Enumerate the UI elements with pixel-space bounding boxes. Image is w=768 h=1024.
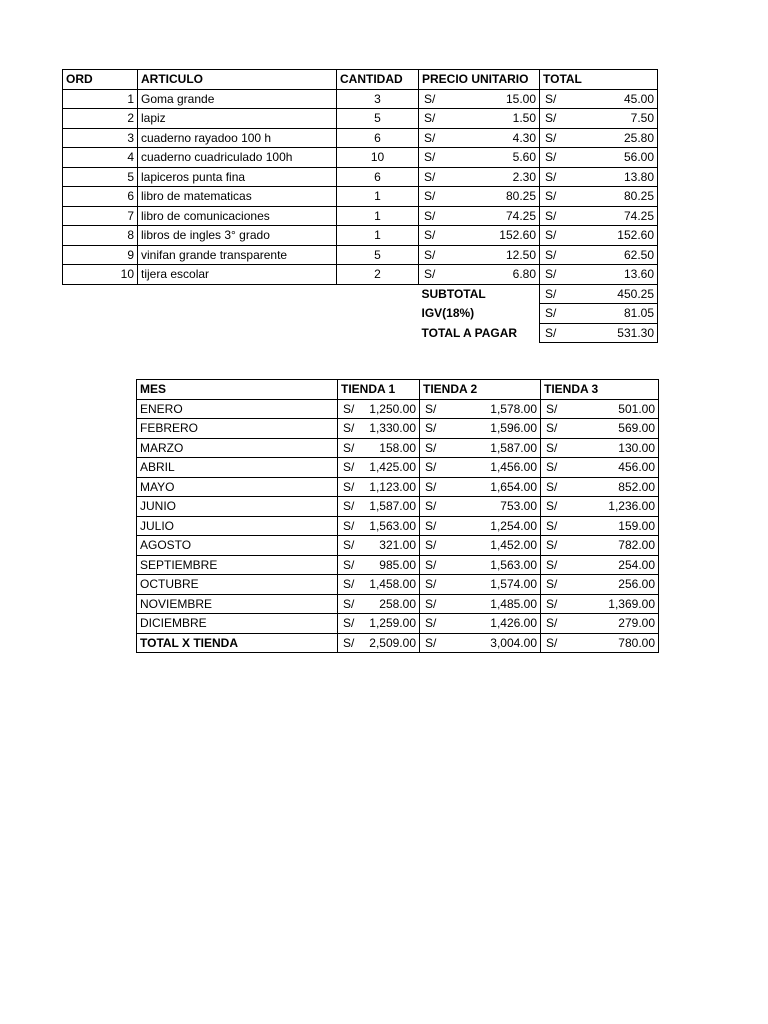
month-name: NOVIEMBRE xyxy=(137,594,338,614)
header-precio-unitario: PRECIO UNITARIO xyxy=(419,70,540,90)
currency-symbol: S/ xyxy=(545,91,557,106)
summary-label: SUBTOTAL xyxy=(421,287,486,301)
amount: 1,587.00 xyxy=(490,440,537,455)
order-articulo: lapiceros punta fina xyxy=(138,167,337,187)
amount: 1,578.00 xyxy=(490,401,537,416)
currency-symbol: S/ xyxy=(546,479,558,494)
tienda-1-value xyxy=(338,419,420,439)
currency-symbol: S/ xyxy=(546,460,558,475)
month-name: OCTUBRE xyxy=(137,575,338,595)
order-ord: 10 xyxy=(63,265,138,285)
tienda-3-value xyxy=(541,575,659,595)
month-row xyxy=(137,555,659,575)
order-precio xyxy=(419,109,540,129)
currency-symbol: S/ xyxy=(545,267,557,282)
order-total xyxy=(540,265,658,285)
amount: 56.00 xyxy=(623,150,654,165)
amount: 1,458.00 xyxy=(369,577,416,592)
amount: 1,330.00 xyxy=(369,421,416,436)
currency-symbol: S/ xyxy=(545,306,557,321)
currency-symbol: S/ xyxy=(425,557,437,572)
tienda-2-value xyxy=(420,614,541,634)
amount: 45.00 xyxy=(623,91,654,106)
spacer xyxy=(138,323,337,343)
amount: 1,654.00 xyxy=(490,479,537,494)
summary-row xyxy=(63,323,658,343)
month-name: JUNIO xyxy=(137,497,338,517)
month-row xyxy=(137,516,659,536)
order-cantidad: 5 xyxy=(337,109,419,129)
currency-symbol: S/ xyxy=(545,228,557,243)
currency-symbol: S/ xyxy=(546,401,558,416)
amount: 158.00 xyxy=(379,440,416,455)
order-ord: 8 xyxy=(63,226,138,246)
tienda-3-value xyxy=(541,458,659,478)
currency-symbol: S/ xyxy=(545,189,557,204)
tienda-2-value xyxy=(420,633,541,653)
month-name: DICIEMBRE xyxy=(137,614,338,634)
currency-symbol: S/ xyxy=(424,247,436,262)
order-total xyxy=(540,226,658,246)
currency-symbol: S/ xyxy=(546,577,558,592)
currency-symbol: S/ xyxy=(343,401,355,416)
tienda-2-value xyxy=(420,536,541,556)
summary-value xyxy=(540,304,658,324)
header-cantidad: CANTIDAD xyxy=(337,70,419,90)
month-row xyxy=(137,399,659,419)
currency-symbol: S/ xyxy=(425,479,437,494)
order-ord: 3 xyxy=(63,128,138,148)
currency-symbol: S/ xyxy=(424,228,436,243)
amount: 450.25 xyxy=(617,286,654,301)
amount: 3,004.00 xyxy=(490,635,537,650)
order-cantidad: 3 xyxy=(337,89,419,109)
tienda-1-value xyxy=(338,497,420,517)
currency-symbol: S/ xyxy=(343,421,355,436)
currency-symbol: S/ xyxy=(425,577,437,592)
summary-row xyxy=(63,304,658,324)
order-ord: 2 xyxy=(63,109,138,129)
tienda-3-value xyxy=(541,516,659,536)
tienda-1-value xyxy=(338,477,420,497)
currency-symbol: S/ xyxy=(424,150,436,165)
amount: 80.25 xyxy=(623,189,654,204)
amount: 159.00 xyxy=(618,518,655,533)
amount: 279.00 xyxy=(618,616,655,631)
tienda-1-value xyxy=(338,575,420,595)
amount: 2,509.00 xyxy=(369,635,416,650)
order-articulo: libro de comunicaciones xyxy=(138,206,337,226)
currency-symbol: S/ xyxy=(546,635,558,650)
currency-symbol: S/ xyxy=(545,325,557,340)
amount: 1,587.00 xyxy=(369,499,416,514)
spacer xyxy=(63,284,138,304)
amount: 5.60 xyxy=(512,150,536,165)
summary-label: TOTAL A PAGAR xyxy=(421,325,518,340)
currency-symbol: S/ xyxy=(343,616,355,631)
order-cantidad: 2 xyxy=(337,265,419,285)
tienda-2-value xyxy=(420,575,541,595)
order-ord: 4 xyxy=(63,148,138,168)
summary-row xyxy=(63,284,658,304)
currency-symbol: S/ xyxy=(545,130,557,145)
currency-symbol: S/ xyxy=(424,169,436,184)
currency-symbol: S/ xyxy=(343,538,355,553)
month-row xyxy=(137,594,659,614)
order-ord: 9 xyxy=(63,245,138,265)
amount: 15.00 xyxy=(505,91,536,106)
amount: 74.25 xyxy=(623,208,654,223)
month-name: MARZO xyxy=(137,438,338,458)
currency-symbol: S/ xyxy=(425,596,437,611)
month-row xyxy=(137,477,659,497)
month-row xyxy=(137,614,659,634)
header-ord: ORD xyxy=(63,70,138,90)
order-row xyxy=(63,167,658,187)
total-label: TOTAL X TIENDA xyxy=(137,633,338,653)
currency-symbol: S/ xyxy=(425,421,437,436)
amount: 1,254.00 xyxy=(490,518,537,533)
order-articulo: tijera escolar xyxy=(138,265,337,285)
currency-symbol: S/ xyxy=(545,150,557,165)
amount: 130.00 xyxy=(618,440,655,455)
tienda-1-value xyxy=(338,536,420,556)
order-row xyxy=(63,226,658,246)
order-precio xyxy=(419,265,540,285)
order-cantidad: 10 xyxy=(337,148,419,168)
amount: 1,574.00 xyxy=(490,577,537,592)
amount: 1,485.00 xyxy=(490,596,537,611)
amount: 1,452.00 xyxy=(490,538,537,553)
order-total xyxy=(540,128,658,148)
order-articulo: libros de ingles 3° grado xyxy=(138,226,337,246)
amount: 501.00 xyxy=(618,401,655,416)
amount: 1,563.00 xyxy=(490,557,537,572)
order-ord: 6 xyxy=(63,187,138,207)
order-cantidad: 1 xyxy=(337,206,419,226)
order-precio xyxy=(419,89,540,109)
order-row xyxy=(63,128,658,148)
month-name: SEPTIEMBRE xyxy=(137,555,338,575)
header-tienda-3: TIENDA 3 xyxy=(541,380,659,400)
amount: 1.50 xyxy=(512,111,536,126)
order-ord: 1 xyxy=(63,89,138,109)
amount: 985.00 xyxy=(379,557,416,572)
tienda-1-value xyxy=(338,594,420,614)
header-tienda-1: TIENDA 1 xyxy=(338,380,420,400)
summary-label: IGV(18%) xyxy=(421,306,475,321)
month-name: FEBRERO xyxy=(137,419,338,439)
amount: 254.00 xyxy=(618,557,655,572)
currency-symbol: S/ xyxy=(546,518,558,533)
order-cantidad: 6 xyxy=(337,167,419,187)
tienda-3-value xyxy=(541,633,659,653)
order-row xyxy=(63,206,658,226)
currency-symbol: S/ xyxy=(425,616,437,631)
header-total: TOTAL xyxy=(540,70,658,90)
orders-table xyxy=(62,69,658,343)
order-total xyxy=(540,109,658,129)
amount: 1,425.00 xyxy=(369,460,416,475)
currency-symbol: S/ xyxy=(425,518,437,533)
amount: 569.00 xyxy=(618,421,655,436)
amount: 852.00 xyxy=(618,479,655,494)
order-total xyxy=(540,245,658,265)
stores-table xyxy=(136,379,659,653)
amount: 782.00 xyxy=(618,538,655,553)
order-cantidad: 6 xyxy=(337,128,419,148)
amount: 152.60 xyxy=(617,228,654,243)
currency-symbol: S/ xyxy=(425,440,437,455)
currency-symbol: S/ xyxy=(343,635,355,650)
currency-symbol: S/ xyxy=(424,111,436,126)
currency-symbol: S/ xyxy=(343,460,355,475)
amount: 74.25 xyxy=(505,208,536,223)
amount: 13.60 xyxy=(623,267,654,282)
currency-symbol: S/ xyxy=(425,401,437,416)
amount: 1,563.00 xyxy=(369,518,416,533)
currency-symbol: S/ xyxy=(343,479,355,494)
currency-symbol: S/ xyxy=(546,421,558,436)
amount: 258.00 xyxy=(379,596,416,611)
order-articulo: Goma grande xyxy=(138,89,337,109)
order-articulo: vinifan grande transparente xyxy=(138,245,337,265)
currency-symbol: S/ xyxy=(425,499,437,514)
tienda-2-value xyxy=(420,497,541,517)
amount: 1,123.00 xyxy=(369,479,416,494)
amount: 6.80 xyxy=(512,267,536,282)
tienda-1-value xyxy=(338,633,420,653)
tienda-3-value xyxy=(541,594,659,614)
spacer xyxy=(337,304,419,324)
tienda-2-value xyxy=(420,594,541,614)
tienda-2-value xyxy=(420,555,541,575)
amount: 25.80 xyxy=(623,130,654,145)
order-total xyxy=(540,167,658,187)
tienda-2-value xyxy=(420,399,541,419)
amount: 256.00 xyxy=(618,577,655,592)
amount: 1,259.00 xyxy=(369,616,416,631)
month-name: ENERO xyxy=(137,399,338,419)
amount: 1,596.00 xyxy=(490,421,537,436)
currency-symbol: S/ xyxy=(424,267,436,282)
currency-symbol: S/ xyxy=(343,596,355,611)
order-precio xyxy=(419,245,540,265)
spacer xyxy=(138,284,337,304)
currency-symbol: S/ xyxy=(545,286,557,301)
currency-symbol: S/ xyxy=(343,577,355,592)
currency-symbol: S/ xyxy=(425,460,437,475)
currency-symbol: S/ xyxy=(545,247,557,262)
month-name: ABRIL xyxy=(137,458,338,478)
tienda-3-value xyxy=(541,555,659,575)
amount: 1,236.00 xyxy=(608,499,655,514)
month-row xyxy=(137,575,659,595)
currency-symbol: S/ xyxy=(343,518,355,533)
tienda-3-value xyxy=(541,536,659,556)
amount: 81.05 xyxy=(623,306,654,321)
order-precio xyxy=(419,148,540,168)
amount: 1,369.00 xyxy=(608,596,655,611)
order-cantidad: 1 xyxy=(337,187,419,207)
currency-symbol: S/ xyxy=(545,169,557,184)
currency-symbol: S/ xyxy=(343,557,355,572)
currency-symbol: S/ xyxy=(546,440,558,455)
currency-symbol: S/ xyxy=(424,208,436,223)
tienda-3-value xyxy=(541,438,659,458)
summary-value xyxy=(540,323,658,343)
tienda-2-value xyxy=(420,458,541,478)
tienda-1-value xyxy=(338,516,420,536)
order-row xyxy=(63,265,658,285)
order-cantidad: 1 xyxy=(337,226,419,246)
header-articulo: ARTICULO xyxy=(138,70,337,90)
currency-symbol: S/ xyxy=(424,91,436,106)
tienda-3-value xyxy=(541,477,659,497)
order-total xyxy=(540,187,658,207)
amount: 152.60 xyxy=(499,228,536,243)
tienda-1-value xyxy=(338,458,420,478)
currency-symbol: S/ xyxy=(424,189,436,204)
tienda-2-value xyxy=(420,477,541,497)
currency-symbol: S/ xyxy=(425,538,437,553)
currency-symbol: S/ xyxy=(546,557,558,572)
order-ord: 7 xyxy=(63,206,138,226)
order-precio xyxy=(419,206,540,226)
amount: 13.80 xyxy=(623,169,654,184)
month-row xyxy=(137,419,659,439)
month-row xyxy=(137,497,659,517)
amount: 7.50 xyxy=(630,111,654,126)
amount: 456.00 xyxy=(618,460,655,475)
tienda-3-value xyxy=(541,399,659,419)
amount: 1,426.00 xyxy=(490,616,537,631)
currency-symbol: S/ xyxy=(546,499,558,514)
currency-symbol: S/ xyxy=(425,635,437,650)
order-precio xyxy=(419,167,540,187)
order-row xyxy=(63,109,658,129)
order-row xyxy=(63,89,658,109)
month-row xyxy=(137,458,659,478)
currency-symbol: S/ xyxy=(546,596,558,611)
month-row xyxy=(137,438,659,458)
currency-symbol: S/ xyxy=(424,130,436,145)
order-total xyxy=(540,206,658,226)
spacer xyxy=(63,323,138,343)
month-row xyxy=(137,536,659,556)
orders-header-row xyxy=(63,70,658,90)
month-name: AGOSTO xyxy=(137,536,338,556)
tienda-1-value xyxy=(338,399,420,419)
amount: 62.50 xyxy=(623,247,654,262)
spacer xyxy=(63,304,138,324)
order-articulo: libro de matematicas xyxy=(138,187,337,207)
order-articulo: cuaderno rayadoo 100 h xyxy=(138,128,337,148)
spacer xyxy=(337,323,419,343)
order-ord: 5 xyxy=(63,167,138,187)
amount: 780.00 xyxy=(618,635,655,650)
stores-total-row xyxy=(137,633,659,653)
amount: 12.50 xyxy=(505,247,536,262)
amount: 80.25 xyxy=(505,189,536,204)
order-cantidad: 5 xyxy=(337,245,419,265)
tienda-1-value xyxy=(338,438,420,458)
order-precio xyxy=(419,128,540,148)
amount: 1,250.00 xyxy=(369,401,416,416)
currency-symbol: S/ xyxy=(343,499,355,514)
header-tienda-2: TIENDA 2 xyxy=(420,380,541,400)
tienda-2-value xyxy=(420,419,541,439)
amount: 321.00 xyxy=(379,538,416,553)
amount: 4.30 xyxy=(512,130,536,145)
tienda-2-value xyxy=(420,516,541,536)
order-precio xyxy=(419,226,540,246)
amount: 531.30 xyxy=(617,325,654,340)
currency-symbol: S/ xyxy=(546,538,558,553)
spacer xyxy=(138,304,337,324)
currency-symbol: S/ xyxy=(546,616,558,631)
order-total xyxy=(540,89,658,109)
tienda-3-value xyxy=(541,419,659,439)
tienda-3-value xyxy=(541,614,659,634)
order-articulo: lapiz xyxy=(138,109,337,129)
currency-symbol: S/ xyxy=(545,111,557,126)
currency-symbol: S/ xyxy=(545,208,557,223)
order-total xyxy=(540,148,658,168)
tienda-1-value xyxy=(338,614,420,634)
order-precio xyxy=(419,187,540,207)
order-row xyxy=(63,245,658,265)
order-articulo: cuaderno cuadriculado 100h xyxy=(138,148,337,168)
stores-header-row xyxy=(137,380,659,400)
amount: 753.00 xyxy=(500,499,537,514)
spacer xyxy=(337,284,419,304)
header-mes: MES xyxy=(137,380,338,400)
tienda-3-value xyxy=(541,497,659,517)
amount: 1,456.00 xyxy=(490,460,537,475)
month-name: MAYO xyxy=(137,477,338,497)
summary-value xyxy=(540,284,658,304)
month-name: JULIO xyxy=(137,516,338,536)
order-row xyxy=(63,148,658,168)
order-row xyxy=(63,187,658,207)
tienda-1-value xyxy=(338,555,420,575)
currency-symbol: S/ xyxy=(343,440,355,455)
tienda-2-value xyxy=(420,438,541,458)
amount: 2.30 xyxy=(512,169,536,184)
